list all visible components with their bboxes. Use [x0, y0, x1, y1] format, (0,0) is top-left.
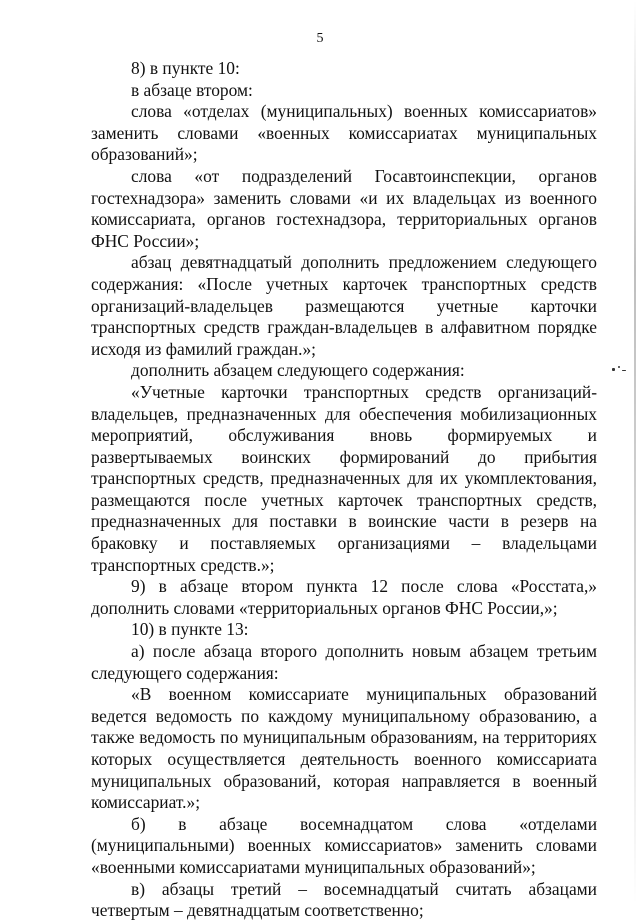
paragraph-item-9: 9) в абзаце втором пункта 12 после слова «Росстата,» дополнить словами «территориальных органов ФНС России,»;	[91, 576, 597, 618]
scan-speck-mark	[612, 366, 628, 374]
paragraph-subitem-v: в) абзацы третий – восемнадцатый считать абзацами четвертым – девятнадцатым соответственно;	[91, 878, 597, 921]
paragraph-subitem-a: а) после абзаца второго дополнить новым абзацем третьим следующего содержания:	[91, 641, 597, 683]
paragraph-item-8: 8) в пункте 10:	[131, 58, 240, 78]
paragraph-replace-gosavtoinspekcii: слова «от подразделений Госавтоинспекции, органов гостехнадзора» заменить словами «и их владельцах из военного комиссариата, органов гостехнадзора, территориальных органов ФНС России»;	[91, 165, 597, 251]
page-number: 5	[316, 31, 324, 46]
document-body	[91, 58, 597, 922]
paragraph-uchetnye-kartochki: «Учетные карточки транспортных средств организаций-владельцев, предназначенных для обеспечения мобилизационных мероприятий, обслуживания вновь формируемых и развертываемых воинских формирований до прибытия транспортных средств, предназначенных для их укомплектования, размещаются после учетных карточек транспортных средств, предназначенных для поставки в воинские части в резерв на браковку и поставляемых организациями – владельцами транспортных средств.»;	[91, 381, 597, 575]
paragraph-item-10: 10) в пункте 13:	[131, 619, 249, 640]
scan-edge-shadow	[634, 0, 636, 905]
paragraph-vedomost: «В военном комиссариате муниципальных образований ведется ведомость по каждому муниципальному образованию, а также ведомость по муниципальным образованиям, на территориях которых осуществляется деятельность военного комиссариата муниципальных образований, которая направляется в военный комиссариат.»;	[91, 684, 597, 813]
paragraph-abzac-19: абзац девятнадцатый дополнить предложением следующего содержания: «После учетных карточек транспортных средств организаций-владельцев размещаются учетные карточки транспортных средств граждан-владельцев в алфавитном порядке исходя из фамилий граждан.»;	[91, 252, 597, 359]
paragraph-replace-otdelah: слова «отделах (муниципальных) военных комиссариатов» заменить словами «военных комиссариатах муниципальных образований»;	[91, 101, 597, 165]
paragraph-subitem-b: б) в абзаце восемнадцатом слова «отделами (муниципальными) военных комиссариатов» заменить словами «военными комиссариатами муниципальных образований»;	[91, 813, 597, 877]
paragraph-second-abzac: в абзаце втором:	[131, 79, 253, 100]
paragraph-add-abzac: дополнить абзацем следующего содержания:	[131, 360, 465, 381]
